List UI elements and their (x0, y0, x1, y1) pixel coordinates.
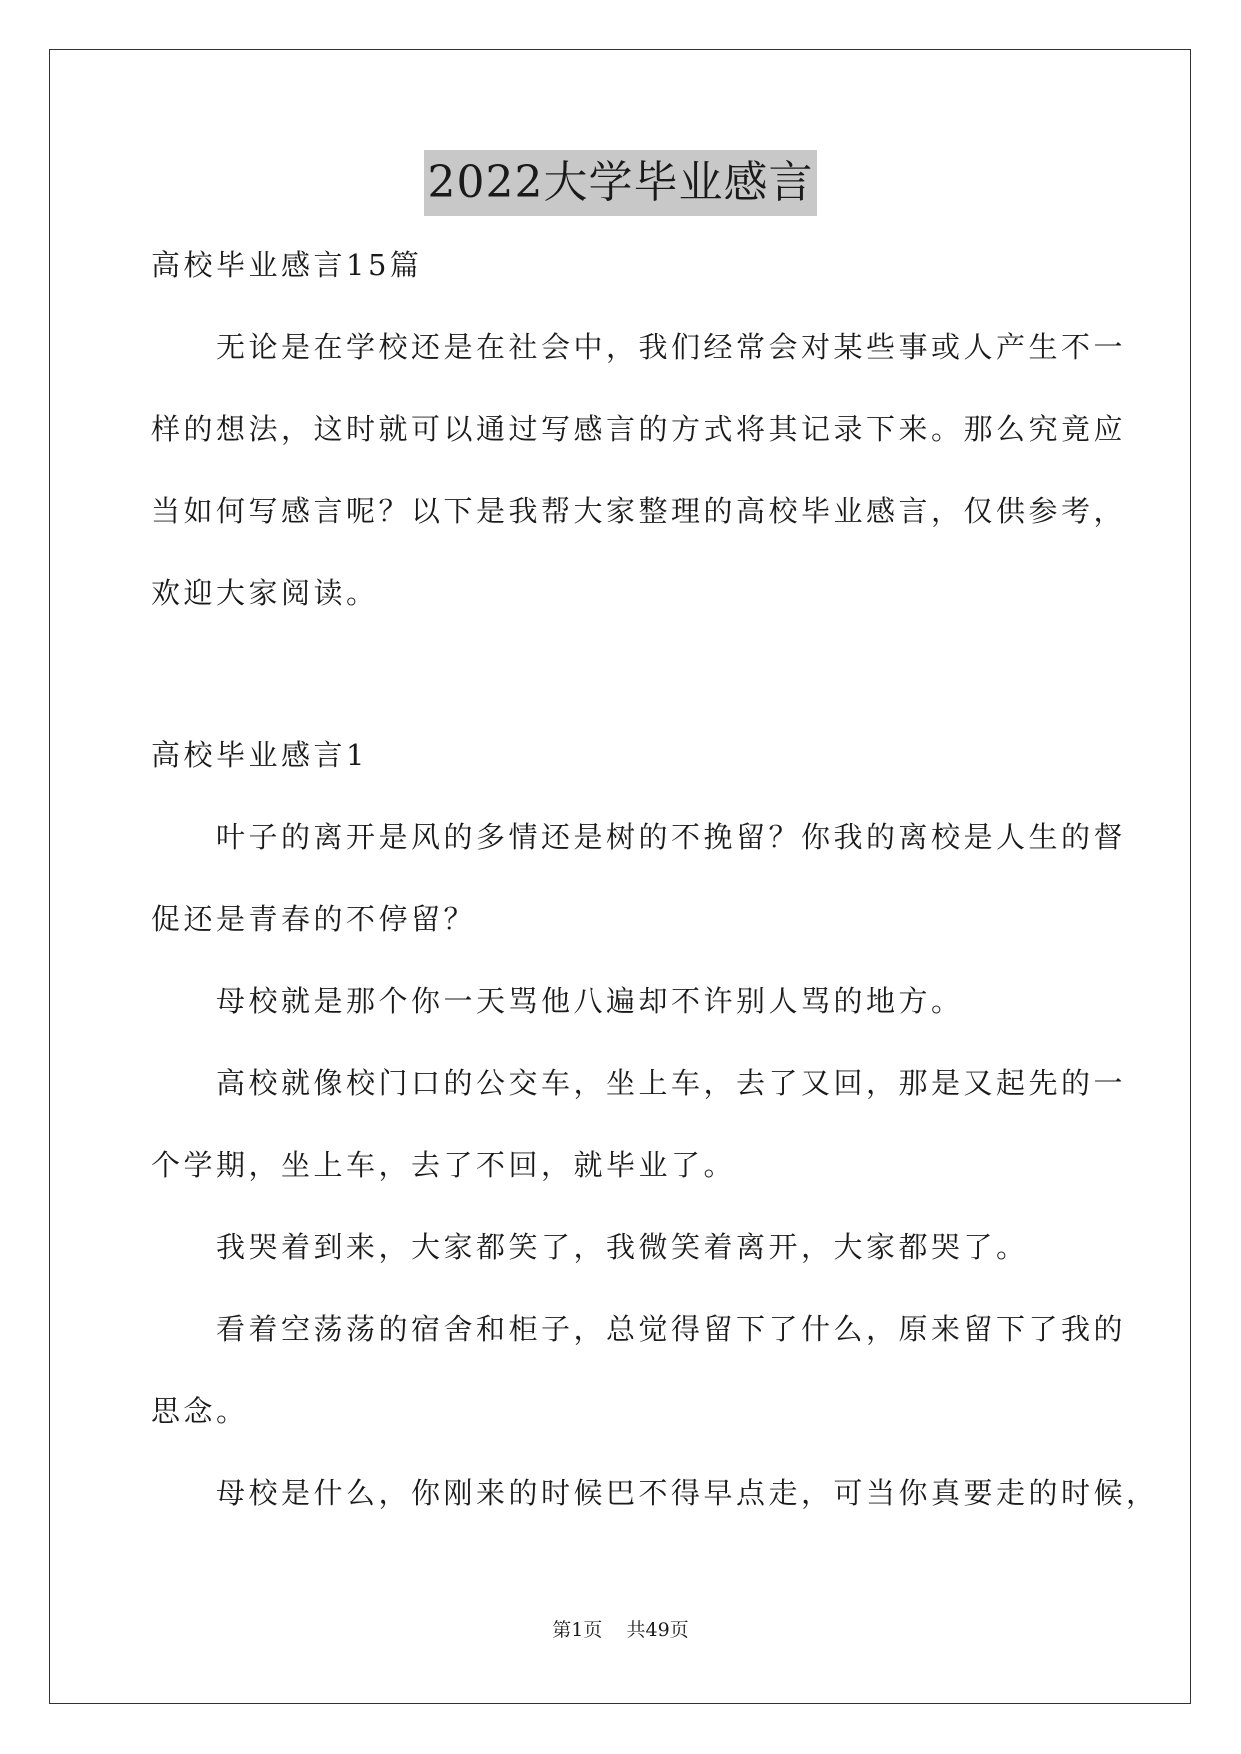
section-heading: 高校毕业感言1 (151, 738, 368, 772)
section-heading: 高校毕业感言15篇 (151, 248, 423, 282)
page-number: 第1页 (552, 1619, 603, 1641)
body-line: 叶子的离开是风的多情还是树的不挽留？你我的离校是人生的督 (151, 820, 1127, 854)
body-line: 我哭着到来，大家都笑了，我微笑着离开，大家都哭了。 (151, 1230, 1029, 1264)
page-footer (0, 1618, 1241, 1642)
body-line: 看着空荡荡的宿舍和柜子，总觉得留下了什么，原来留下了我的 (151, 1312, 1127, 1346)
document-title: 2022大学毕业感言 (424, 150, 818, 216)
body-line: 母校是什么，你刚来的时候巴不得早点走，可当你真要走的时候， (151, 1476, 1159, 1510)
body-line: 高校就像校门口的公交车，坐上车，去了又回，那是又起先的一 (151, 1066, 1127, 1100)
body-line: 思念。 (151, 1394, 249, 1428)
document-body (151, 224, 1159, 1534)
title-container (0, 150, 1241, 216)
body-line: 样的想法，这时就可以通过写感言的方式将其记录下来。那么究竟应 (151, 412, 1127, 446)
total-pages: 共49页 (626, 1619, 689, 1641)
body-line: 无论是在学校还是在社会中，我们经常会对某些事或人产生不一 (151, 330, 1127, 364)
blank-space (151, 634, 1096, 714)
body-line: 促还是青春的不停留？ (151, 902, 477, 936)
body-line: 欢迎大家阅读。 (151, 576, 379, 610)
body-line: 当如何写感言呢？以下是我帮大家整理的高校毕业感言，仅供参考， (151, 494, 1127, 528)
body-line: 母校就是那个你一天骂他八遍却不许别人骂的地方。 (151, 984, 964, 1018)
body-line: 个学期，坐上车，去了不回，就毕业了。 (151, 1148, 737, 1182)
